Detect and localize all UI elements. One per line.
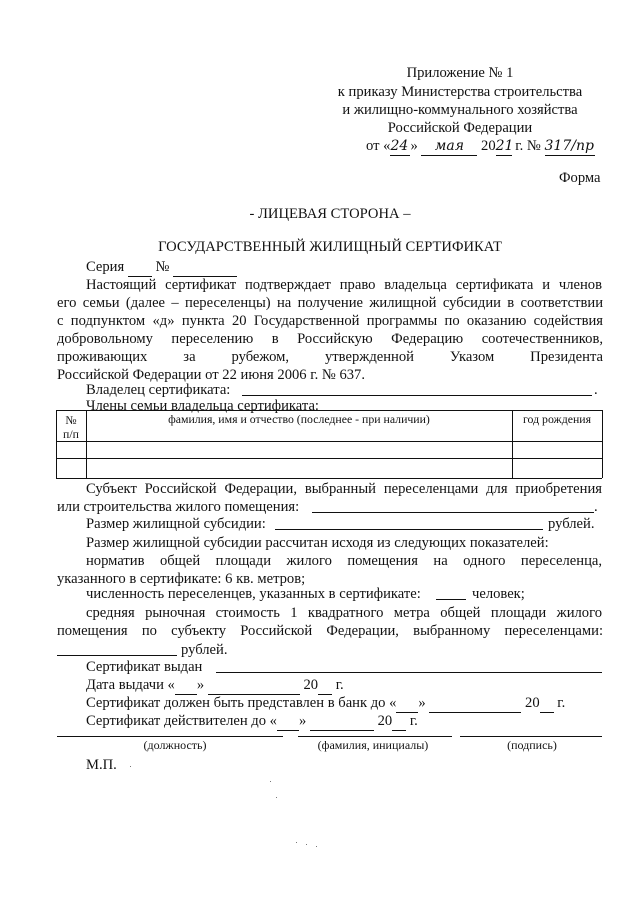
intro-line: Настоящий сертификат подтверждает право владельца сертификата и членов xyxy=(86,277,602,293)
price-field[interactable] xyxy=(57,655,177,656)
valid-close: » xyxy=(298,713,307,729)
date-prefix: от « xyxy=(366,138,391,154)
bank-month-field[interactable] xyxy=(429,694,521,713)
intro-line: Российской Федерации от 22 июня 2006 г. № 637. xyxy=(57,367,365,383)
norm-line: норматив общей площади жилого помещения на одного переселенца, xyxy=(86,553,602,569)
bank-label: Сертификат должен быть представлен в банк до « xyxy=(86,695,397,711)
price-line: помещения по субъекту Российской Федерации, выбранному переселенцами: xyxy=(57,623,603,639)
number-field[interactable] xyxy=(173,258,237,277)
position-signature-line[interactable] xyxy=(57,736,283,737)
date-close: » xyxy=(410,138,418,154)
number-label: № xyxy=(155,259,170,275)
intro-line: добровольному переселению в Российскую Федерацию соотечественников, xyxy=(57,331,603,347)
intro-line: его семьи (далее – переселенцы) на получение жилищной субсидии в соответствии xyxy=(57,295,603,311)
date-month: мая xyxy=(421,137,477,156)
scan-speck xyxy=(130,766,131,767)
issued-field[interactable] xyxy=(216,672,602,673)
scan-speck xyxy=(296,842,297,843)
price-line: средняя рыночная стоимость 1 квадратного метра общей площади жилого xyxy=(86,605,602,621)
table-header-name: фамилия, имя и отчество (последнее - при наличии) xyxy=(168,412,430,426)
owner-label: Владелец сертификата: xyxy=(86,382,231,398)
appendix-line-1: Приложение № 1 xyxy=(406,65,514,81)
table-header-year: год рождения xyxy=(523,412,591,426)
year-prefix: 20 xyxy=(481,138,496,154)
issue-year-field[interactable] xyxy=(318,676,332,695)
count-label: численность переселенцев, указанных в сертификате: xyxy=(86,586,421,602)
issue-year-prefix: 20 xyxy=(303,677,319,693)
subsidy-field[interactable] xyxy=(275,529,543,530)
subsidy-label: Размер жилищной субсидии: xyxy=(86,516,266,532)
table-row[interactable] xyxy=(57,459,85,477)
norm-line: указанного в сертификате: 6 кв. метров; xyxy=(57,571,306,587)
issued-label: Сертификат выдан xyxy=(86,659,203,675)
issue-year-end: г. xyxy=(335,677,344,693)
name-signature-line[interactable] xyxy=(298,736,452,737)
series-label: Серия xyxy=(86,259,125,275)
issue-date-close: » xyxy=(196,677,205,693)
table-header-num-sub: п/п xyxy=(63,427,79,441)
table-row[interactable] xyxy=(57,442,85,457)
name-caption: (фамилия, инициалы) xyxy=(317,738,429,752)
count-unit: человек; xyxy=(472,586,525,602)
calc-label: Размер жилищной субсидии рассчитан исходя из следующих показателей: xyxy=(86,535,549,551)
scan-speck xyxy=(276,797,277,798)
table-border xyxy=(56,458,602,459)
signature-line[interactable] xyxy=(460,736,602,737)
subsidy-unit: рублей. xyxy=(548,516,595,532)
subject-field[interactable] xyxy=(312,512,594,513)
intro-line: с подпунктом «д» пункта 20 Государственной программы по оказанию содействия xyxy=(57,313,603,329)
bank-year-prefix: 20 xyxy=(525,695,540,711)
owner-field[interactable] xyxy=(242,395,592,396)
appendix-date-line xyxy=(366,137,595,156)
issue-date-label: Дата выдачи « xyxy=(86,677,175,693)
year-word: г. № xyxy=(515,138,541,154)
valid-label: Сертификат действителен до « xyxy=(86,713,277,729)
issue-day-field[interactable] xyxy=(175,676,197,695)
bank-day-field[interactable] xyxy=(396,694,418,713)
table-border xyxy=(602,410,603,478)
scan-speck xyxy=(316,846,317,847)
series-line xyxy=(86,258,237,277)
table-border xyxy=(56,410,602,411)
subject-end: . xyxy=(594,499,598,515)
series-field[interactable] xyxy=(128,258,152,277)
intro-line: проживающих за рубежом, утвержденной Указом Президента xyxy=(57,349,603,365)
order-number: 317/пр xyxy=(544,138,594,154)
owner-end: . xyxy=(594,382,598,398)
issue-month-field[interactable] xyxy=(208,676,300,695)
count-field[interactable] xyxy=(436,599,466,600)
appendix-line-4: Российской Федерации xyxy=(387,120,533,136)
bank-year-field[interactable] xyxy=(540,694,554,713)
bank-year-end: г. xyxy=(557,695,566,711)
scan-speck xyxy=(270,781,271,782)
valid-month-field[interactable] xyxy=(310,712,374,731)
price-unit: рублей. xyxy=(181,642,228,658)
valid-line xyxy=(86,712,418,731)
subject-line: или строительства жилого помещения: xyxy=(57,499,300,515)
stamp-label: М.П. xyxy=(86,757,117,773)
appendix-line-3: и жилищно-коммунального хозяйства xyxy=(342,102,578,118)
table-border xyxy=(56,478,602,479)
valid-year-end: г. xyxy=(409,713,418,729)
side-title: - ЛИЦЕВАЯ СТОРОНА – xyxy=(249,206,411,222)
position-caption: (должность) xyxy=(143,738,207,752)
year-suffix: 21 xyxy=(495,138,514,154)
subject-line: Субъект Российской Федерации, выбранный переселенцами для приобретения xyxy=(86,481,602,497)
issue-date-line xyxy=(86,676,344,695)
doc-title: ГОСУДАРСТВЕННЫЙ ЖИЛИЩНЫЙ СЕРТИФИКАТ xyxy=(158,239,502,255)
valid-day-field[interactable] xyxy=(277,712,299,731)
signature-caption: (подпись) xyxy=(507,738,557,752)
date-day: 24 xyxy=(390,137,410,156)
valid-year-field[interactable] xyxy=(392,712,406,731)
table-border xyxy=(56,441,602,442)
bank-close: » xyxy=(418,695,426,711)
valid-year-prefix: 20 xyxy=(377,713,393,729)
form-label: Форма xyxy=(559,170,601,186)
appendix-line-2: к приказу Министерства строительства xyxy=(337,84,583,100)
family-label: Члены семьи владельца сертификата: xyxy=(86,398,319,414)
table-header-num: № xyxy=(65,413,77,427)
scan-speck xyxy=(306,844,307,845)
bank-line xyxy=(86,694,565,713)
